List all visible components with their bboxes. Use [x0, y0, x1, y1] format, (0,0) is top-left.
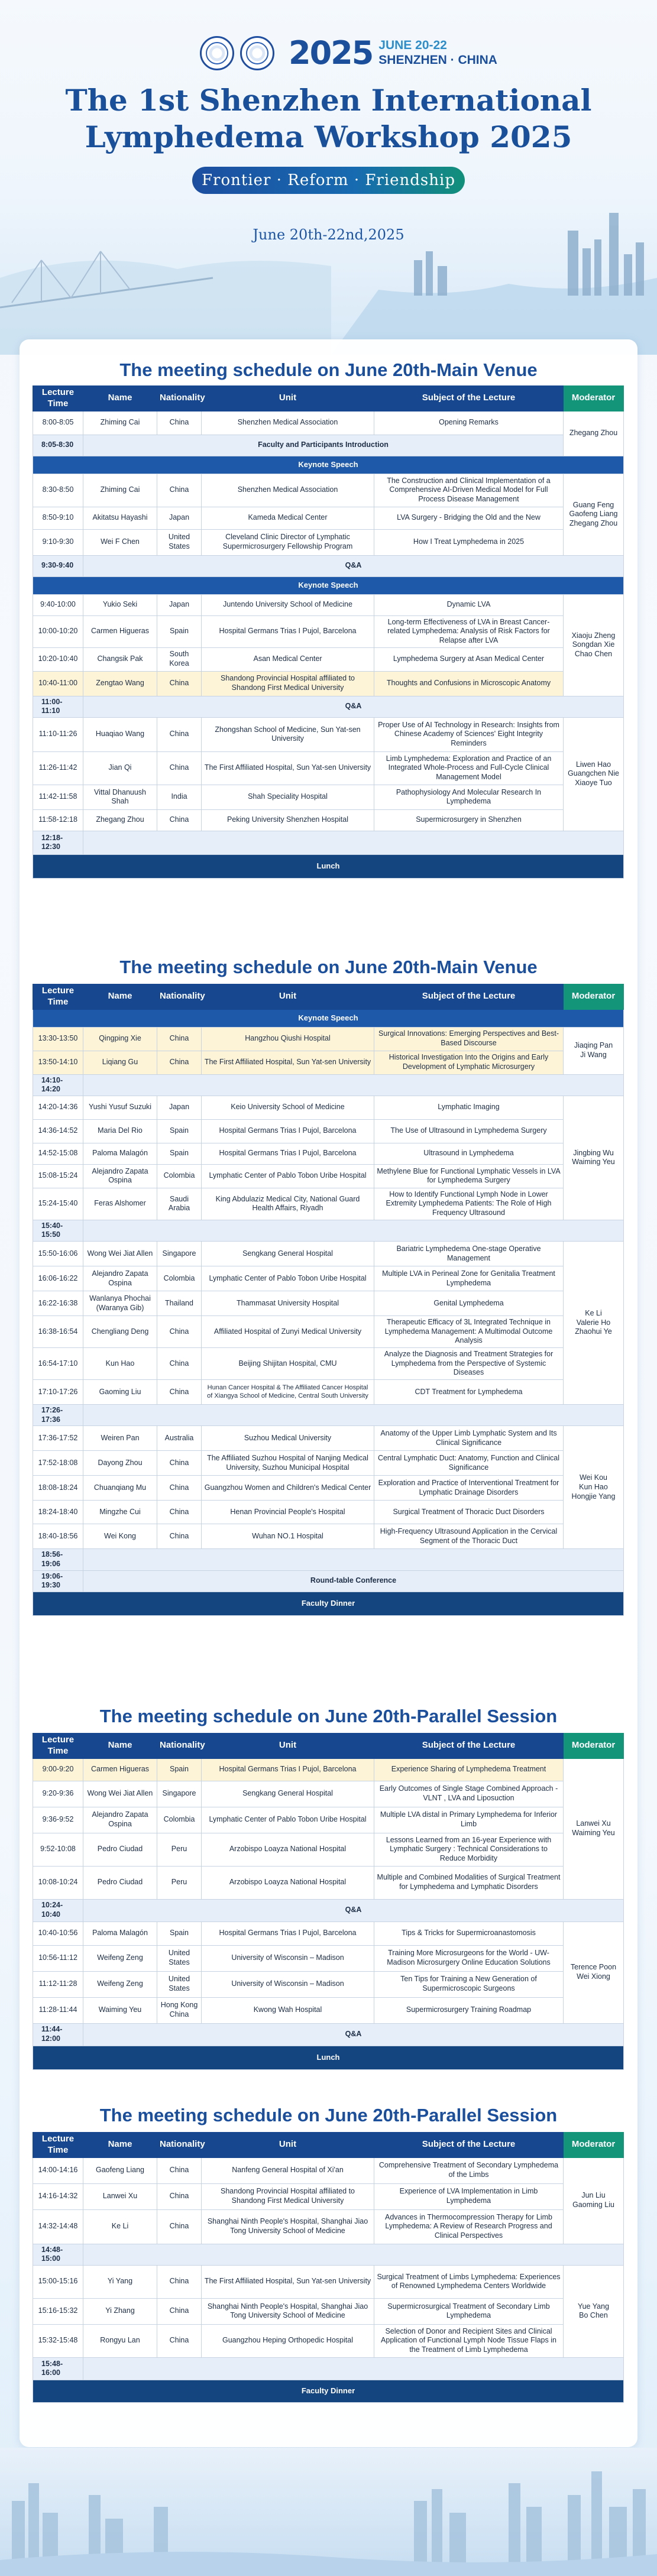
break-row: 18:56-19:06: [33, 1549, 624, 1570]
table-row: 11:26-11:42 Jian Qi China The First Affiliated Hospital, Sun Yat-sen University Limb Lymphedema: Exploration and Practice of an Integrated Whole-Process and Full-Cycle Clinical Management Model: [33, 751, 624, 785]
badge-dates: JUNE 20-22: [378, 38, 447, 53]
event-year-logo: [289, 34, 497, 72]
col-nationality: Nationality: [157, 386, 202, 411]
moderator-cell: Jun Liu Gaoming Liu: [564, 2157, 624, 2244]
table-row: 10:56-11:12 Weifeng Zeng United States University of Wisconsin – Madison Training More Microsurgeons for the World - UW-Madison Microsurgery Online Education Solutions: [33, 1945, 624, 1971]
break-row: 19:06-19:30 Round-table Conference: [33, 1570, 624, 1592]
moderator-cell: Liwen Hao Guangchen Nie Xiaoye Tuo: [564, 717, 624, 831]
event-badge: [378, 38, 497, 67]
break-row: 9:30-9:40 Q&A: [33, 555, 624, 576]
moderator-cell: Xiaoju Zheng Songdan Xie Chao Chen: [564, 594, 624, 696]
table-row: 9:20-9:36 Wong Wei Jiat Allen Singapore Sengkang General Hospital Early Outcomes of Single Stage Combined Approach - VLNT , LVA and Liposuction: [33, 1781, 624, 1807]
moderator-cell: Yue Yang Bo Chen: [564, 2265, 624, 2357]
medical-association-logo: [200, 36, 234, 70]
table-row: 11:58-12:18 Zhegang Zhou China Peking University Shenzhen Hospital Supermicrosurgery in Shenzhen: [33, 809, 624, 831]
table-row: 8:00-8:05 Zhiming Cai China Shenzhen Medical Association Opening Remarks Zhegang Zhou: [33, 411, 624, 435]
moderator-cell: Ke Li Valerie Ho Zhaohui Ye: [564, 1242, 624, 1405]
col-lecture-time: Lecture Time: [33, 386, 83, 411]
table-row: 16:22-16:38 Wanlanya Phochai (Waranya Gib) Thailand Thammasat University Hospital Genital Lymphedema: [33, 1291, 624, 1316]
table-row: 15:16-15:32 Yi Zhang China Shanghai Ninth People's Hospital, Shanghai Jiao Tong University School of Medicine Supermicrosurgical Treatment of Secondary Limb Lymphedema: [33, 2298, 624, 2324]
keynote-band: Keynote Speech: [33, 1009, 624, 1027]
moderator-cell: Jiaqing Pan Ji Wang: [564, 1027, 624, 1074]
table-row: 13:50-14:10 Liqiang Gu China The First Affiliated Hospital, Sun Yat-sen University Historical Investigation Into the Origins and Early Development of Lymphatic Microsurgery: [33, 1051, 624, 1074]
col-subject: Subject of the Lecture: [374, 386, 564, 411]
table-row: 8:50-9:10 Akitatsu Hayashi Japan Kameda Medical Center LVA Surgery - Bridging the Old and the New: [33, 507, 624, 529]
page-title-line1: The 1st Shenzhen International: [65, 83, 592, 118]
table-header: Lecture Time Name Nationality Unit Subject of the Lecture Moderator: [33, 2133, 624, 2158]
table-row: 18:40-18:56 Wei Kong China Wuhan NO.1 Hospital High-Frequency Ultrasound Application in the Cervical Segment of the Thoracic Duct: [33, 1524, 624, 1549]
table-row: 17:10-17:26 Gaoming Liu China Hunan Cancer Hospital & The Affiliated Cancer Hospital of Xiangya School of Medicine, Central South University CDT Treatment for Lymphedema: [33, 1380, 624, 1405]
break-row: 17:26-17:36: [33, 1405, 624, 1426]
city-skyline: [0, 2448, 657, 2576]
break-row: 14:10-14:20: [33, 1074, 624, 1096]
table-row: 14:32-14:48 Ke Li China Shanghai Ninth People's Hospital, Shanghai Jiao Tong University School of Medicine Advances in Thermocompression Therapy for Limb Lymphedema: A Review of Research Progress and Clinical Perspectives: [33, 2209, 624, 2244]
table-row: 14:00-14:16 Gaofeng Liang China Nanfeng General Hospital of Xi'an Comprehensive Treatment of Secondary Lymphedema of the Limbs Jun Liu Gaoming Liu: [33, 2157, 624, 2183]
moderator-cell: Zhegang Zhou: [564, 411, 624, 456]
table-row: 16:38-16:54 Chengliang Deng China Affiliated Hospital of Zunyi Medical University Therapeutic Efficacy of 3L Integrated Technique in Lymphedema Management: A Multimodal Outcome Analysis: [33, 1316, 624, 1348]
break-row: 10:24-10:40 Q&A: [33, 1899, 624, 1922]
event-dates: June 20th-22nd,2025: [253, 226, 404, 243]
table-row: 18:24-18:40 Mingzhe Cui China Henan Provincial People's Hospital Surgical Treatment of Thoracic Duct Disorders: [33, 1501, 624, 1524]
table-row: 10:20-10:40 Changsik Pak South Korea Asan Medical Center Lymphedema Surgery at Asan Medical Center: [33, 647, 624, 671]
table-row: 15:50-16:06 Wong Wei Jiat Allen Singapore Sengkang General Hospital Bariatric Lymphedema One-stage Operative Management Ke Li Valerie Ho Zhaohui Ye: [33, 1242, 624, 1266]
table-row: 14:36-14:52 Maria Del Rio Spain Hospital Germans Trias I Pujol, Barcelona The Use of Ultrasound in Lymphedema Surgery: [33, 1119, 624, 1143]
moderator-cell: Lanwei Xu Waiming Yeu: [564, 1758, 624, 1899]
hero-banner: [0, 0, 657, 355]
break-row: 11:44-12:00 Q&A: [33, 2023, 624, 2046]
table-row: 8:30-8:50 Zhiming Cai China Shenzhen Medical Association The Construction and Clinical Implementation of a Comprehensive AI-Driven Medical Model for Full Process Disease Management Guang Feng Gaofeng Liang Zhegang Zhou: [33, 474, 624, 507]
table-row: 11:10-11:26 Huaqiao Wang China Zhongshan School of Medicine, Sun Yat-sen University Proper Use of AI Technology in Research: Insights from Chinese Academy of Sciences' Eight Integrity Reminders Liwen Hao Guangchen Nie Xiaoye Tuo: [33, 717, 624, 751]
table-row: 9:40-10:00 Yukio Seki Japan Juntendo University School of Medicine Dynamic LVA Xiaoju Zheng Songdan Xie Chao Chen: [33, 594, 624, 615]
col-unit: Unit: [202, 386, 374, 411]
table-row: 9:00-9:20 Carmen Higueras Spain Hospital Germans Trias I Pujol, Barcelona Experience Sharing of Lymphedema Treatment Lanwei Xu Waiming Yeu: [33, 1758, 624, 1781]
table-row: 14:52-15:08 Paloma Malagón Spain Hospital Germans Trias I Pujol, Barcelona Ultrasound in Lymphedema: [33, 1143, 624, 1164]
section-title: The meeting schedule on June 20th-Parallel Session: [99, 1706, 558, 1726]
table-header: Lecture Time Name Nationality Unit Subject of the Lecture Moderator: [33, 1733, 624, 1759]
schedule-table: [33, 385, 624, 879]
break-row: 11:00-11:10 Q&A: [33, 696, 624, 717]
section-title: The meeting schedule on June 20th-Parallel Session: [99, 2105, 558, 2125]
section-title: The meeting schedule on June 20th-Main Venue: [119, 359, 538, 380]
schedule-table: [33, 1733, 624, 2070]
table-row: 11:42-11:58 Vittal Dhanuush Shah India Shah Speciality Hospital Pathophysiology And Molecular Research In Lymphedema: [33, 785, 624, 809]
table-row: 9:52-10:08 Pedro Ciudad Peru Arzobispo Loayza National Hospital Lessons Learned from an 16-year Experience with Lymphatic Surgery : Technical Considerations to Reduce Morbidity: [33, 1833, 624, 1866]
table-row: 9:10-9:30 Wei F Chen United States Cleveland Clinic Director of Lymphatic Supermicrosurgery Fellowship Program How I Treat Lymphedema in 2025: [33, 529, 624, 555]
dinner-bar: Faculty Dinner: [33, 1592, 624, 1615]
table-row: 11:12-11:28 Weifeng Zeng United States University of Wisconsin – Madison Ten Tips for Training a New Generation of Supermicroscopic Surgeons: [33, 1971, 624, 1997]
footer-skyline-illustration: [0, 2448, 657, 2576]
keynote-band: Keynote Speech: [33, 576, 624, 594]
moderator-cell: Jingbing Wu Waiming Yeu: [564, 1096, 624, 1220]
table-row: 13:30-13:50 Qingping Xie China Hangzhou Qiushi Hospital Surgical Innovations: Emerging Perspectives and Best-Based Discourse Jiaqing Pan Ji Wang: [33, 1027, 624, 1051]
dinner-bar: Faculty Dinner: [33, 2380, 624, 2402]
table-row: 14:16-14:32 Lanwei Xu China Shandong Provincial Hospital affiliated to Shandong First Medical University Experience of LVA Implementation in Limb Lymphedema: [33, 2183, 624, 2209]
table-header: Lecture Time Name Nationality Unit Subject of the Lecture Moderator: [33, 984, 624, 1010]
break-row: 8:05-8:30 Faculty and Participants Introduction: [33, 435, 624, 456]
break-row: 14:48-15:00: [33, 2244, 624, 2265]
table-row: 16:06-16:22 Alejandro Zapata Ospina Colombia Lymphatic Center of Pablo Tobon Uribe Hospital Multiple LVA in Perineal Zone for Genitalia Treatment Lymphedema: [33, 1266, 624, 1291]
col-name: Name: [83, 386, 157, 411]
table-row: 14:20-14:36 Yushi Yusuf Suzuki Japan Keio University School of Medicine Lymphatic Imaging Jingbing Wu Waiming Yeu: [33, 1096, 624, 1119]
table-row: 10:40-10:56 Paloma Malagón Spain Hospital Germans Trias I Pujol, Barcelona Tips & Tricks for Supermicroanastomosis Terence Poon Wei Xiong: [33, 1922, 624, 1945]
table-row: 10:08-10:24 Pedro Ciudad Peru Arzobispo Loayza National Hospital Multiple and Combined Modalities of Surgical Treatment for Lymphedema and Lymphatic Disorders: [33, 1866, 624, 1899]
hospital-logo: [240, 36, 274, 70]
break-row: 15:48-16:00: [33, 2357, 624, 2380]
table-row: 18:08-18:24 Chuanqiang Mu China Guangzhou Women and Children's Medical Center Exploration and Practice of Interventional Treatment for Lymphatic Drainage Disorders: [33, 1476, 624, 1501]
table-row: 15:24-15:40 Feras Alshomer Saudi Arabia King Abdulaziz Medical City, National Guard Health Affairs, Riyadh How to Identify Functional Lymph Node in Lower Extremity Lymphedema Patients: The Role of High Frequency Ultrasound: [33, 1188, 624, 1220]
header-logos: [200, 34, 497, 72]
table-row: 15:32-15:48 Rongyu Lan China Guangzhou Heping Orthopedic Hospital Selection of Donor and Recipient Sites and Clinical Application of Functional Lymph Node Tissue Flaps in the Treatment of Limb Lymphedema: [33, 2324, 624, 2357]
table-header: [33, 386, 624, 411]
table-row: 15:00-15:16 Yi Yang China The First Affiliated Hospital, Sun Yat-sen University Surgical Treatment of Limbs Lymphedema: Experiences of Renowned Lymphedema Centers Worldwide Yue Yang Bo Chen: [33, 2265, 624, 2298]
table-row: 17:52-18:08 Dayong Zhou China The Affiliated Suzhou Hospital of Nanjing Medical University, Suzhou Municipal Hospital Central Lymphatic Duct: Anatomy, Function and Clinical Significance: [33, 1451, 624, 1476]
table-row: 16:54-17:10 Kun Hao China Beijing Shijitan Hospital, CMU Analyze the Diagnosis and Treatment Strategies for Lymphedema from the Perspective of Systemic Diseases: [33, 1348, 624, 1380]
table-row: 10:00-10:20 Carmen Higueras Spain Hospital Germans Trias I Pujol, Barcelona Long-term Effectiveness of LVA in Breast Cancer-related Lymphedema: Analysis of Risk Factors for Relapse after LVA: [33, 615, 624, 647]
schedule-table: [33, 984, 624, 1616]
slogan-banner: Frontier · Reform · Friendship: [192, 167, 465, 194]
badge-place: SHENZHEN · CHINA: [378, 53, 497, 67]
table-row: 9:36-9:52 Alejandro Zapata Ospina Colombia Lymphatic Center of Pablo Tobon Uribe Hospital Multiple LVA distal in Primary Lymphedema for Inferior Limb: [33, 1807, 624, 1833]
keynote-band: Keynote Speech: [33, 456, 624, 474]
table-row: 10:40-11:00 Zengtao Wang China Shandong Provincial Hospital affiliated to Shandong First Medical University Thoughts and Confusions in Microscopic Anatomy: [33, 671, 624, 696]
table-row: 15:08-15:24 Alejandro Zapata Ospina Colombia Lymphatic Center of Pablo Tobon Uribe Hospital Methylene Blue for Functional Lymphatic Vessels in LVA for Lymphedema Surgery: [33, 1164, 624, 1188]
moderator-cell: Terence Poon Wei Xiong: [564, 1922, 624, 2023]
lunch-bar: Lunch: [33, 854, 624, 878]
moderator-cell: Guang Feng Gaofeng Liang Zhegang Zhou: [564, 474, 624, 555]
table-row: 17:36-17:52 Weiren Pan Australia Suzhou Medical University Anatomy of the Upper Limb Lymphatic System and Its Clinical Significance Wei Kou Kun Hao Hongjie Yang: [33, 1426, 624, 1451]
schedule-table: [33, 2132, 624, 2403]
break-row: 12:18-12:30: [33, 831, 624, 854]
moderator-cell: Wei Kou Kun Hao Hongjie Yang: [564, 1426, 624, 1549]
year-digits: 2025: [289, 34, 373, 72]
break-row: 15:40-15:50: [33, 1220, 624, 1241]
page-title-line2: Lymphedema Workshop 2025: [85, 119, 572, 154]
lunch-bar: Lunch: [33, 2046, 624, 2069]
table-row: 11:28-11:44 Waiming Yeu Hong Kong China Kwong Wah Hospital Supermicrosurgery Training Roadmap: [33, 1997, 624, 2023]
col-moderator: Moderator: [564, 386, 624, 411]
section-title: The meeting schedule on June 20th-Main Venue: [119, 957, 538, 977]
